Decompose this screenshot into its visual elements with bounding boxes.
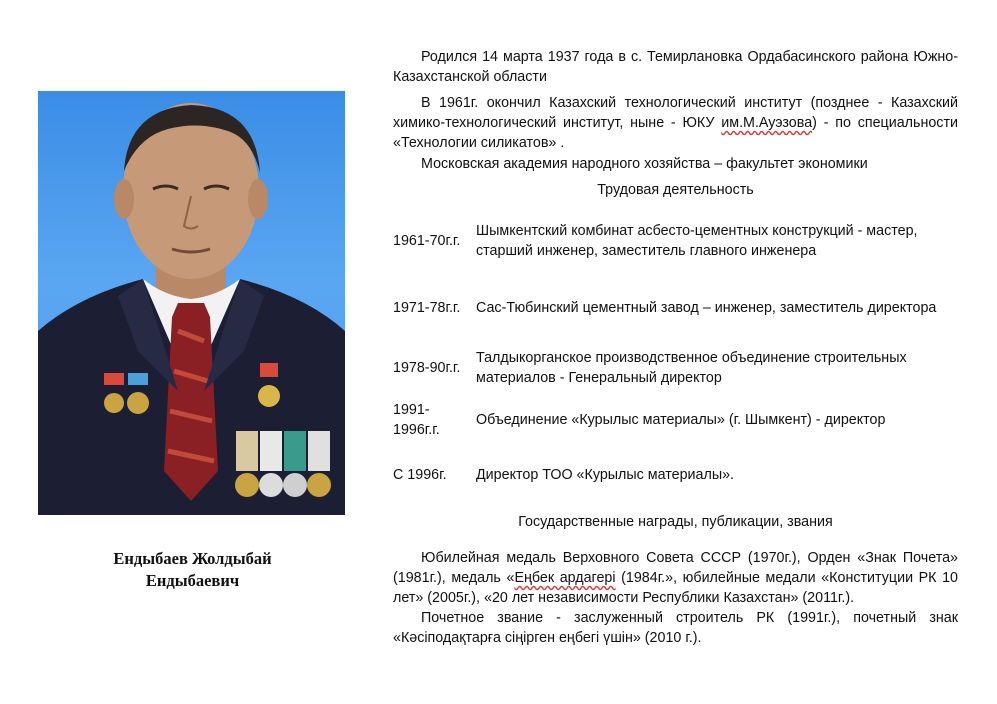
work-years: 1991-1996г.г. <box>393 402 440 438</box>
bio-education-text-b: ) - по специальности «Технологии силикатов» . <box>393 115 958 151</box>
bio-education-university: им.М.Ауэзова <box>721 115 813 131</box>
bio-born: Родился 14 марта 1937 года в с. Темирлановка Ордабасинского района Южно-Казахстанской области <box>393 49 958 85</box>
awards-p1-medal: Еңбек ардагері <box>514 570 616 586</box>
portrait-photo <box>38 91 345 515</box>
bio-education <box>393 93 958 153</box>
bio-academy: Московская академия народного хозяйства – факультет экономики <box>421 156 868 172</box>
work-row <box>393 399 958 441</box>
bio-section <box>393 47 958 200</box>
work-row <box>393 286 958 330</box>
work-description: Объединение «Курылыс материалы» (г. Шымкент) - директор <box>476 412 886 428</box>
work-description: Талдыкорганское производственное объединение строительных материалов - Генеральный директор <box>476 350 907 386</box>
work-years: 1978-90г.г. <box>393 360 461 376</box>
awards-paragraph-1 <box>393 548 958 608</box>
work-row <box>393 346 958 390</box>
awards-heading: Государственные награды, публикации, звания <box>518 514 833 530</box>
person-name-line1: Ендыбаев Жолдыбай <box>113 549 272 568</box>
person-name-line2: Ендыбаевич <box>145 571 240 590</box>
work-description: Шымкентский комбинат асбесто-цементных конструкций - мастер, старший инженер, заместитель главного инженера <box>476 223 918 259</box>
work-years: С 1996г. <box>393 467 447 483</box>
person-name <box>40 548 345 592</box>
work-heading: Трудовая деятельность <box>597 182 754 198</box>
portrait-illustration <box>38 91 345 515</box>
bio-education-text-a: В 1961г. окончил Казахский технологический институт (позднее - Казахский химико-технологический институт, ныне - ЮКУ <box>393 95 958 131</box>
work-description: Директор ТОО «Курылыс материалы». <box>476 467 735 483</box>
awards-p1-text-a: Юбилейная медаль Верховного Совета СССР (1970г.), Орден «Знак Почета» (1981г.), медаль « <box>393 550 958 586</box>
work-row <box>393 219 958 263</box>
awards-section <box>393 512 958 648</box>
awards-p1-text-b: (1984г.», юбилейные медали «Конституции РК 10 лет» (2005г.), «20 лет независимости Республики Казахстан» (2011г.). <box>393 570 958 606</box>
work-row <box>393 464 958 486</box>
awards-paragraph-2: Почетное звание - заслуженный строитель РК (1991г.), почетный знак «Кәсіподақтарға сіңірген еңбегі үшін» (2010 г.). <box>393 610 958 646</box>
work-years: 1961-70г.г. <box>393 233 461 249</box>
work-years: 1971-78г.г. <box>393 300 461 316</box>
work-description: Сас-Тюбинский цементный завод – инженер, заместитель директора <box>476 300 937 316</box>
